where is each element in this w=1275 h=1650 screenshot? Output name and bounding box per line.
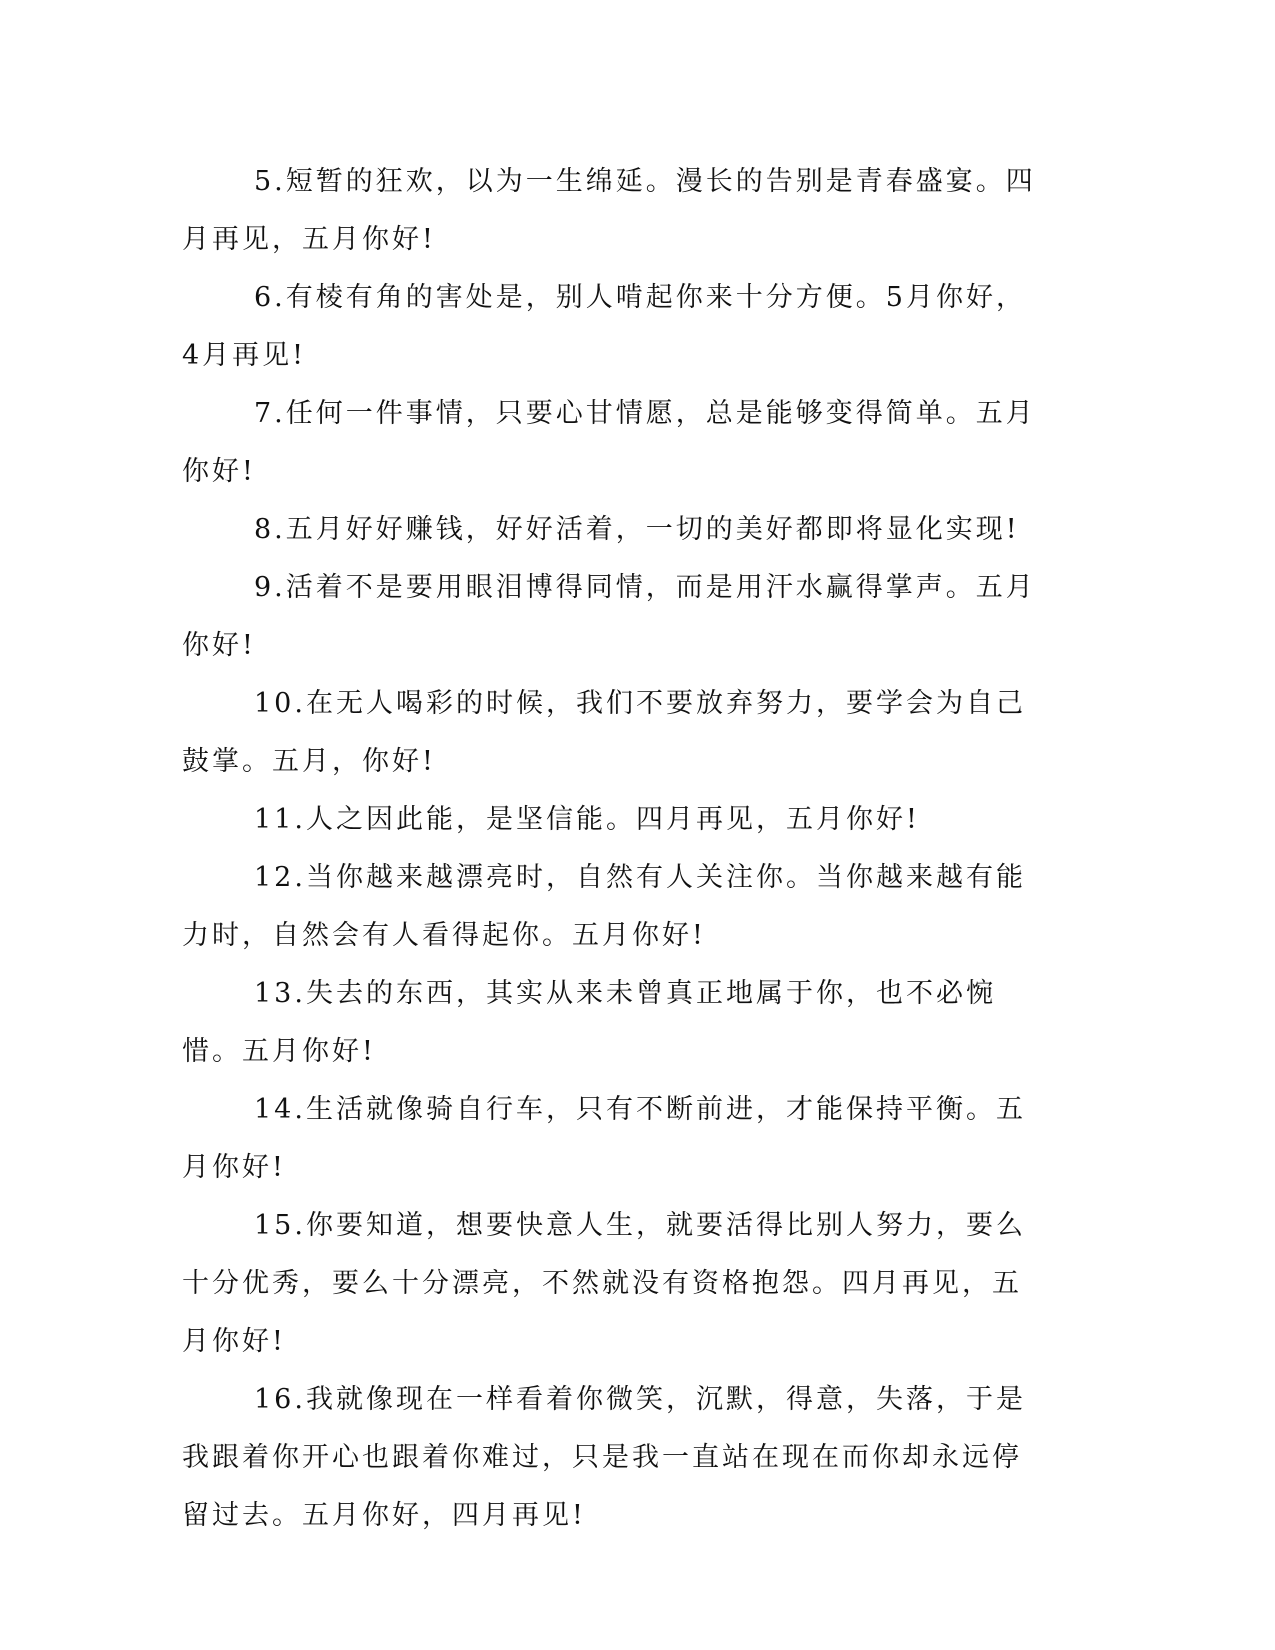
paragraph-8: 8.五月好好赚钱，好好活着，一切的美好都即将显化实现! bbox=[254, 514, 1020, 545]
paragraph-12: 12.当你越来越漂亮时，自然有人关注你。当你越来越有能力时，自然会有人看得起你。五月你好! bbox=[182, 862, 1026, 951]
paragraph-6: 6.有棱有角的害处是，别人啃起你来十分方便。5月你好，4月再见! bbox=[182, 282, 1026, 371]
paragraph-11: 11.人之因此能，是坚信能。四月再见，五月你好! bbox=[254, 804, 920, 835]
paragraph-7: 7.任何一件事情，只要心甘情愿，总是能够变得简单。五月你好! bbox=[182, 398, 1036, 487]
paragraph-15: 15.你要知道，想要快意人生，就要活得比别人努力，要么十分优秀，要么十分漂亮，不然就没有资格抱怨。四月再见，五月你好! bbox=[182, 1210, 1026, 1357]
paragraph-16: 16.我就像现在一样看着你微笑，沉默，得意，失落，于是我跟着你开心也跟着你难过，只是我一直站在现在而你却永远停留过去。五月你好，四月再见! bbox=[182, 1384, 1026, 1531]
paragraph-5: 5.短暂的狂欢，以为一生绵延。漫长的告别是青春盛宴。四月再见，五月你好! bbox=[182, 166, 1036, 255]
paragraph-9: 9.活着不是要用眼泪博得同情，而是用汗水赢得掌声。五月你好! bbox=[182, 572, 1036, 661]
paragraph-14: 14.生活就像骑自行车，只有不断前进，才能保持平衡。五月你好! bbox=[182, 1094, 1026, 1183]
paragraph-10: 10.在无人喝彩的时候，我们不要放弃努力，要学会为自己鼓掌。五月，你好! bbox=[182, 688, 1026, 777]
document-body bbox=[182, 153, 1040, 1545]
paragraph-13: 13.失去的东西，其实从来未曾真正地属于你，也不必惋惜。五月你好! bbox=[182, 978, 996, 1067]
